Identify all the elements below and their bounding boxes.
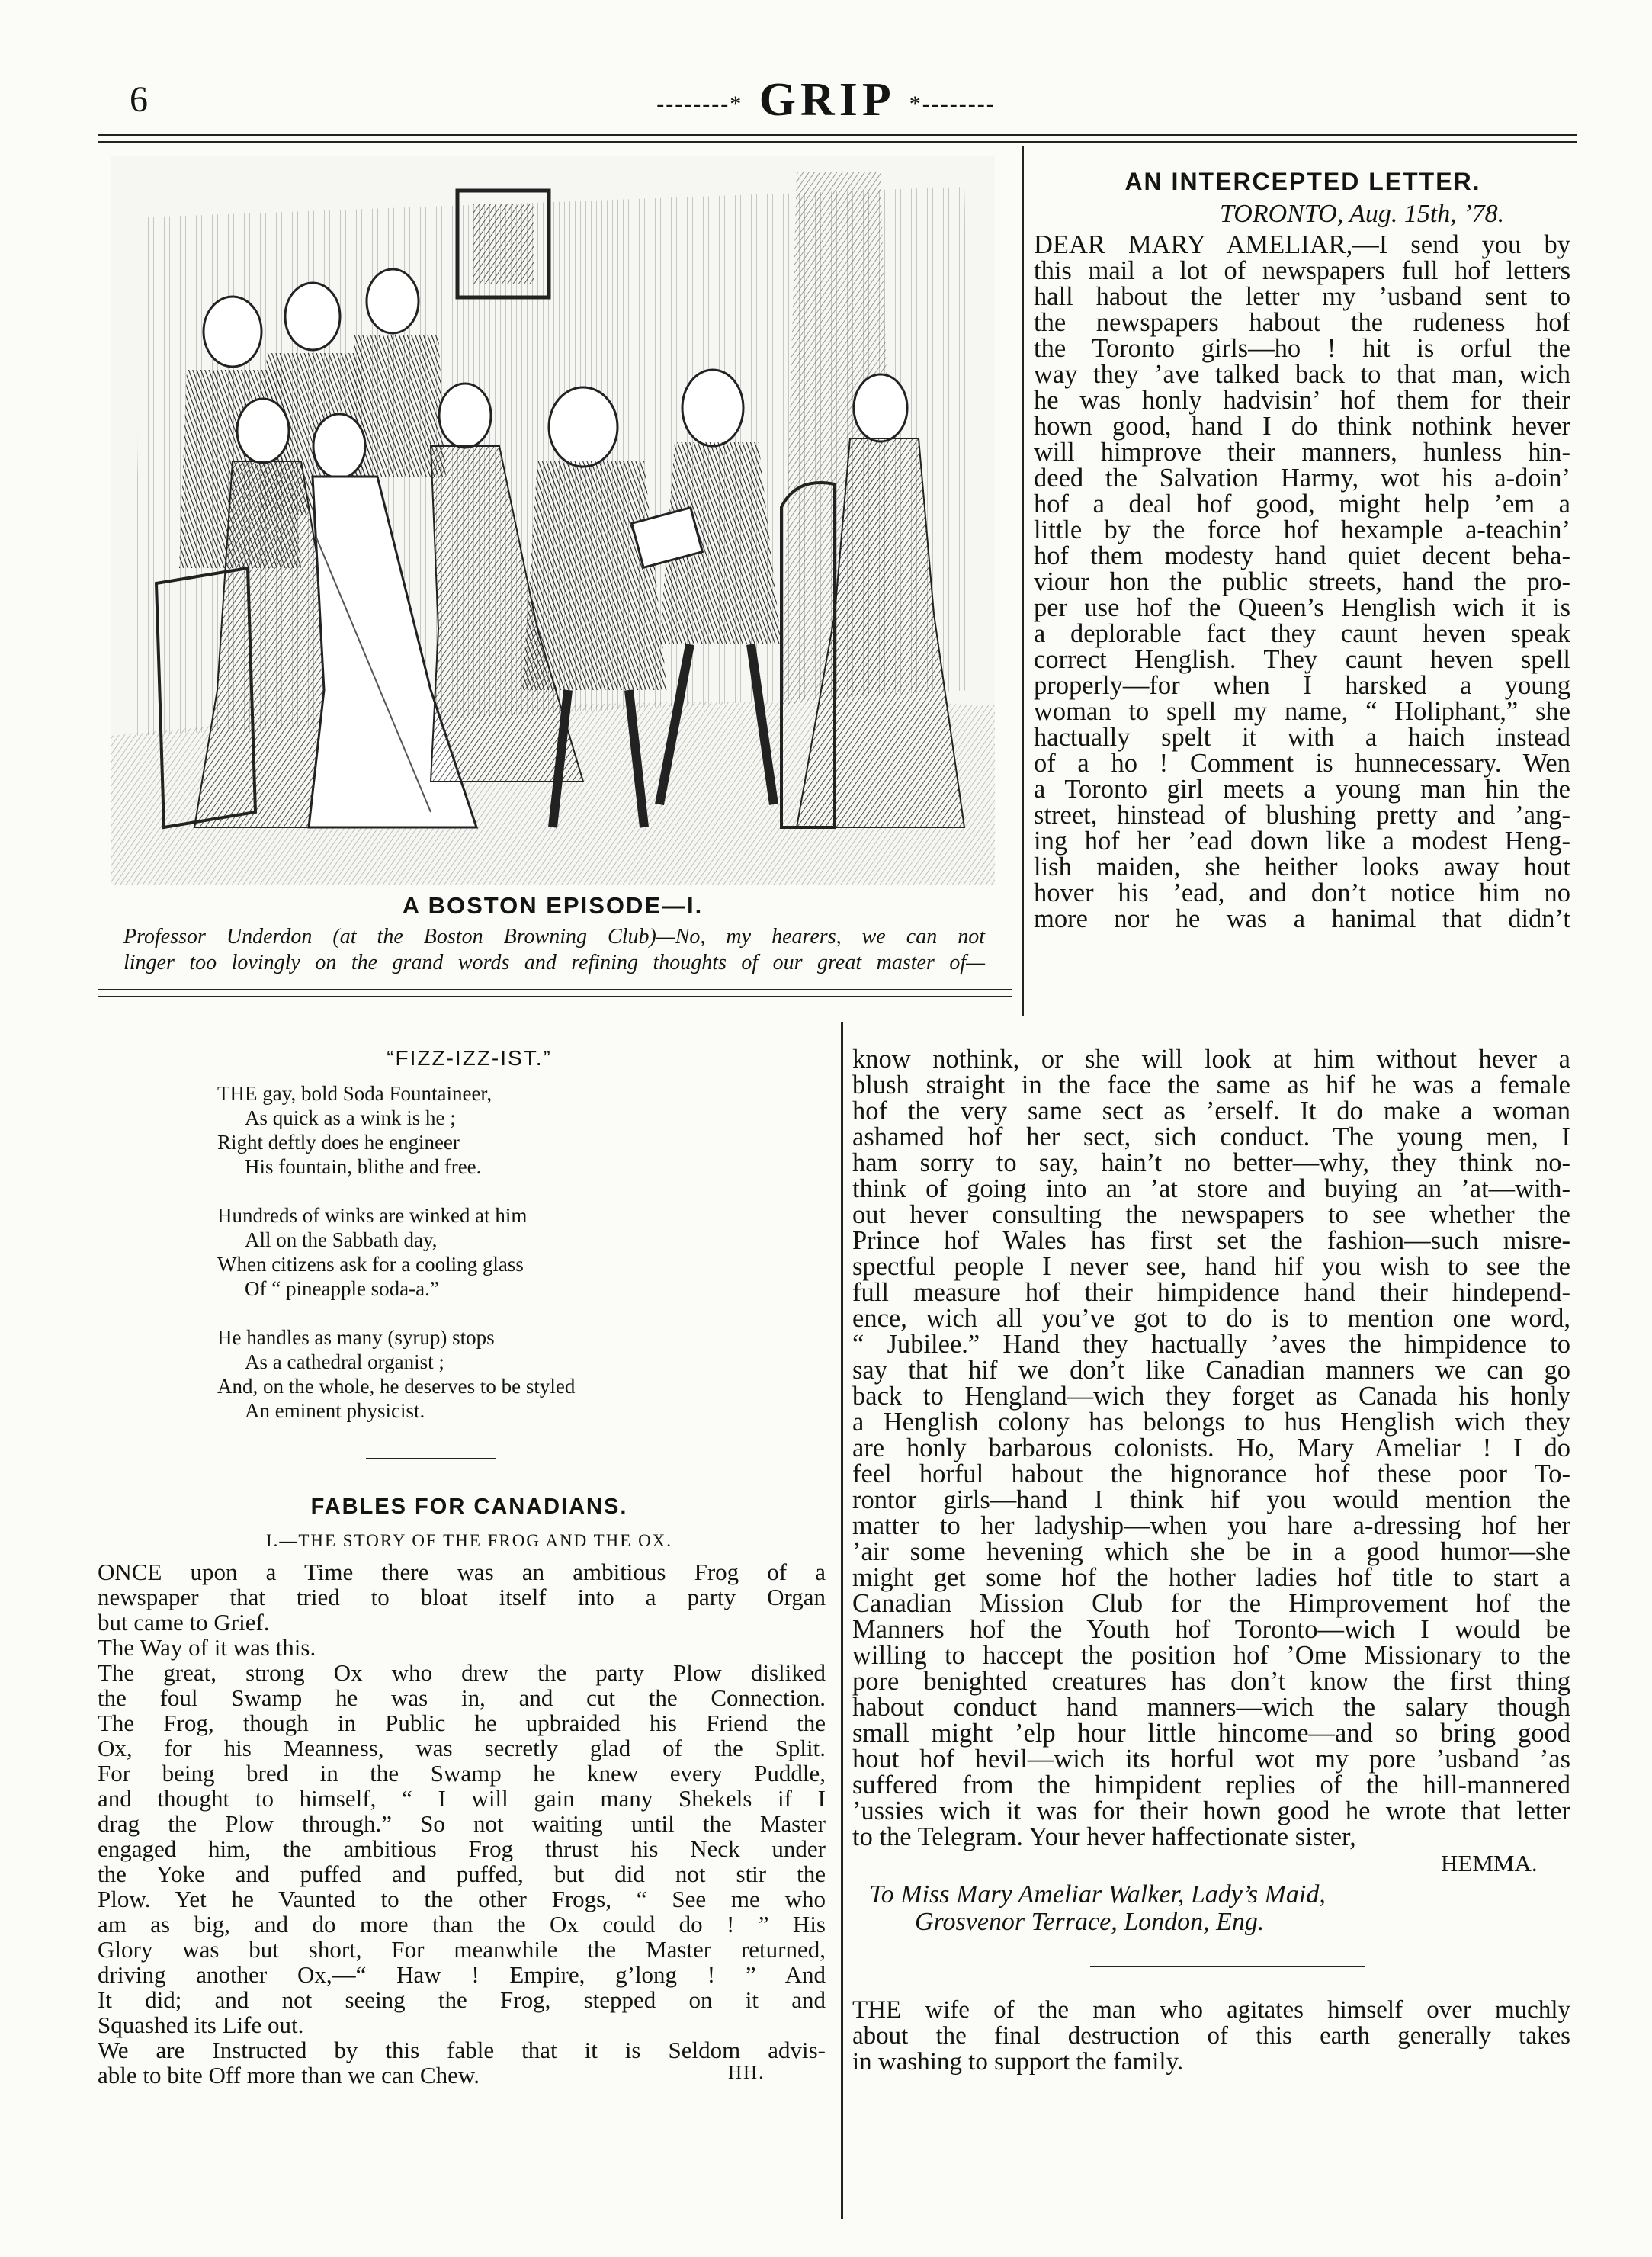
fable-line: We are Instructed by this fable that it is Seldom advis- bbox=[98, 2037, 826, 2063]
letter-line: are honly barbarous colonists. Ho, Mary Ameliar ! I do bbox=[852, 1434, 1570, 1462]
letter-line: correct Henglish. They caunt heven spell bbox=[1034, 645, 1570, 674]
letter-line: “ Jubilee.” Hand they hactually ’aves the himpidence to bbox=[852, 1330, 1570, 1359]
letter-line: he was honly hadvisin’ hof them for their bbox=[1034, 386, 1570, 415]
column-divider-lower bbox=[841, 1022, 843, 2219]
letter-line: properly—for when I harsked a young bbox=[1034, 671, 1570, 700]
letter-line: way they ’ave talked back to that man, wich bbox=[1034, 360, 1570, 389]
fable-line: drag the Plow through.” So not waiting until the Master bbox=[98, 1810, 826, 1837]
caption-line: linger too lovingly on the grand words and refining thoughts of our great master of— bbox=[123, 951, 985, 974]
fable-line: Ox, for his Meanness, was secretly glad of the Split. bbox=[98, 1735, 826, 1761]
header-rule bbox=[98, 134, 1577, 136]
caption-line: Professor Underdon (at the Boston Browning Club)—No, my hearers, we can not bbox=[123, 925, 985, 949]
fable-line: ONCE upon a Time there was an ambitious Frog of a bbox=[98, 1559, 826, 1585]
poem-line: An eminent physicist. bbox=[245, 1399, 425, 1422]
letter-line: Canadian Mission Club for the Himprovement hof the bbox=[852, 1589, 1570, 1618]
letter-line: of a ho ! Comment is hunnecessary. Wen bbox=[1034, 749, 1570, 778]
letter-line: feel horful habout the hignorance hof these poor To- bbox=[852, 1459, 1570, 1488]
section-rule-thin bbox=[98, 996, 1012, 997]
letter-line: street, hinstead of blushing pretty and ’ang- bbox=[1034, 801, 1570, 830]
fable-body bbox=[98, 1559, 826, 2088]
poem-line: Of “ pineapple soda-a.” bbox=[245, 1277, 439, 1300]
fable-title: FABLES FOR CANADIANS. bbox=[310, 1494, 628, 1519]
illustration-title: A BOSTON EPISODE—I. bbox=[402, 892, 704, 919]
masthead bbox=[0, 73, 1652, 127]
page-number: 6 bbox=[130, 79, 148, 120]
fable-line: able to bite Off more than we can Chew. bbox=[98, 2062, 480, 2088]
filler-line: in washing to support the family. bbox=[852, 2048, 1184, 2076]
letter-line: suffered from the himpident replies of the hill-mannered bbox=[852, 1771, 1570, 1800]
letter-line: Prince hof Wales has first set the fashion—such misre- bbox=[852, 1226, 1570, 1255]
letter-line: the newspapers habout the rudeness hof bbox=[1034, 308, 1570, 337]
fable-line: am as big, and do more than the Ox could do ! ” His bbox=[98, 1911, 826, 1938]
letter-line: Manners hof the Youth hof Toronto—wich I would be bbox=[852, 1615, 1570, 1644]
poem-line: As quick as a wink is he ; bbox=[245, 1106, 456, 1129]
poem-line: And, on the whole, he deserves to be styled bbox=[217, 1375, 576, 1398]
fable-line: It did; and not seeing the Frog, stepped on it and bbox=[98, 1986, 826, 2013]
letter-line: a Henglish colony has belongs to hus Henglish wich they bbox=[852, 1408, 1570, 1437]
poem-line: THE gay, bold Soda Fountaineer, bbox=[217, 1082, 492, 1105]
poem-line: He handles as many (syrup) stops bbox=[217, 1326, 495, 1349]
address-line: To Miss Mary Ameliar Walker, Lady’s Maid, bbox=[869, 1880, 1326, 1909]
letter-line: out hever consulting the newspapers to see whether the bbox=[852, 1200, 1570, 1229]
poem-end-rule bbox=[366, 1458, 496, 1459]
letter-line: a deplorable fact they caunt heven speak bbox=[1034, 619, 1570, 648]
letter-line: lish maiden, she heither looks away hout bbox=[1034, 852, 1570, 881]
poem bbox=[217, 1081, 827, 1423]
fable-line: The great, strong Ox who drew the party Plow disliked bbox=[98, 1659, 826, 1686]
letter-line: a Toronto girl meets a young man hin the bbox=[1034, 775, 1570, 804]
poem-line: His fountain, blithe and free. bbox=[245, 1155, 482, 1178]
masthead-ornament-right: *-------- bbox=[909, 91, 996, 117]
illustration bbox=[111, 156, 995, 884]
address-line: Grosvenor Terrace, London, Eng. bbox=[915, 1908, 1265, 1936]
letter-line: ’ussies wich it was for their hown good he wrote that letter bbox=[852, 1796, 1570, 1825]
poem-line: Hundreds of winks are winked at him bbox=[217, 1204, 528, 1227]
letter-body-lower bbox=[852, 1046, 1570, 1850]
letter-line: to the Telegram. Your hever haffectionate sister, bbox=[852, 1822, 1356, 1851]
letter-line: hout hof hevil—wich its horful wot my pore ’usband ’as bbox=[852, 1745, 1570, 1774]
poem-line: As a cathedral organist ; bbox=[245, 1350, 444, 1373]
engraving-image bbox=[111, 156, 995, 884]
letter-line: per use hof the Queen’s Henglish wich it is bbox=[1034, 593, 1570, 622]
letter-body-upper bbox=[1034, 232, 1570, 932]
fable-line: The Frog, though in Public he upbraided his Friend the bbox=[98, 1710, 826, 1736]
poem-line: When citizens ask for a cooling glass bbox=[217, 1253, 524, 1276]
letter-line: ham sorry to say, hain’t no better—why, they think no- bbox=[852, 1148, 1570, 1177]
letter-dateline: TORONTO, Aug. 15th, ’78. bbox=[1220, 200, 1505, 228]
letter-line: woman to spell my name, “ Holiphant,” she bbox=[1034, 697, 1570, 726]
letter-line: ence, wich all you’ve got to do is to mention one word, bbox=[852, 1304, 1570, 1333]
letter-line: hof them modesty hand quiet decent beha- bbox=[1034, 541, 1570, 570]
masthead-ornament-left: --------* bbox=[656, 91, 743, 117]
fable-line: The Way of it was this. bbox=[98, 1634, 316, 1661]
letter-line: hactually spelt it with a haich instead bbox=[1034, 723, 1570, 752]
letter-line: habout conduct hand manners—wich the salary though bbox=[852, 1693, 1570, 1722]
fable-line: For being bred in the Swamp he knew every Puddle, bbox=[98, 1760, 826, 1787]
letter-line: will himprove their manners, hunless hin- bbox=[1034, 438, 1570, 467]
letter-line: rontor girls—hand I think hif you would mention the bbox=[852, 1485, 1570, 1514]
fable-line: and thought to himself, “ I will gain many Shekels if I bbox=[98, 1785, 826, 1812]
letter-line: spectful people I never see, hand hif you wish to see the bbox=[852, 1252, 1570, 1281]
letter-line: hover his ’ead, and don’t notice him no bbox=[1034, 878, 1570, 907]
letter-line: little by the force hof hexample a-teachin’ bbox=[1034, 515, 1570, 544]
fable-line: the Yoke and puffed and puffed, but did not stir the bbox=[98, 1860, 826, 1887]
letter-line: know nothink, or she will look at him without hever a bbox=[852, 1045, 1570, 1074]
letter-line: blush straight in the face the same as hif he was a female bbox=[852, 1071, 1570, 1100]
column-divider-upper bbox=[1022, 146, 1024, 1016]
poem-title: “FIZZ-IZZ-IST.” bbox=[387, 1046, 552, 1070]
letter-line: this mail a lot of newspapers full hof letters bbox=[1034, 256, 1570, 285]
letter-signature: HEMMA. bbox=[1441, 1850, 1538, 1877]
letter-line: deed the Salvation Harmy, wot his a-doin’ bbox=[1034, 464, 1570, 493]
fable-line: Squashed its Life out. bbox=[98, 2011, 304, 2038]
letter-line: small might ’elp hour little hincome—and so bring good bbox=[852, 1719, 1570, 1748]
letter-title: AN INTERCEPTED LETTER. bbox=[1124, 168, 1481, 195]
fable-line: driving another Ox,—“ Haw ! Empire, g’long ! ” And bbox=[98, 1961, 826, 1988]
masthead-title: GRIP bbox=[759, 74, 893, 126]
illustration-caption bbox=[123, 924, 985, 976]
fable-subtitle: I.—THE STORY OF THE FROG AND THE OX. bbox=[265, 1531, 673, 1550]
letter-line: ing hof her ’ead down like a modest Heng- bbox=[1034, 827, 1570, 856]
letter-line: hall habout the letter my ’usband sent to bbox=[1034, 282, 1570, 311]
fable-line: Plow. Yet he Vaunted to the other Frogs, “ See me who bbox=[98, 1886, 826, 1912]
section-rule bbox=[98, 989, 1012, 990]
poem-stanza bbox=[217, 1325, 827, 1423]
header-rule-thin bbox=[98, 141, 1577, 143]
fable-line: the foul Swamp he was in, and cut the Connection. bbox=[98, 1684, 826, 1711]
poem-stanza bbox=[217, 1081, 827, 1179]
fable-line: engaged him, the ambitious Frog thrust his Neck under bbox=[98, 1835, 826, 1862]
letter-line: pore benighted creatures has don’t know the first thing bbox=[852, 1667, 1570, 1696]
fable-line: but came to Grief. bbox=[98, 1609, 270, 1636]
letter-line: ashamed hof her sect, sich conduct. The young men, I bbox=[852, 1122, 1570, 1151]
poem-line: All on the Sabbath day, bbox=[245, 1228, 438, 1251]
letter-line: hof a deal hof good, might help ’em a bbox=[1034, 490, 1570, 518]
letter-line: willing to haccept the position hof ’Ome Missionary to the bbox=[852, 1641, 1570, 1670]
fable-line: newspaper that tried to bloat itself into a party Organ bbox=[98, 1584, 826, 1610]
letter-line: matter to her ladyship—when you hare a-dressing hof her bbox=[852, 1511, 1570, 1540]
letter-line: say that hif we don’t like Canadian manners we can go bbox=[852, 1356, 1570, 1385]
letter-line: back to Hengland—wich they forget as Canada his honly bbox=[852, 1382, 1570, 1411]
letter-line: more nor he was a hanimal that didn’t bbox=[1034, 904, 1570, 933]
letter-line: hof the very same sect as ’erself. It do make a woman bbox=[852, 1096, 1570, 1125]
letter-end-rule bbox=[1090, 1966, 1365, 1967]
filler-paragraph bbox=[852, 1998, 1570, 2076]
letter-line: full measure hof their himpidence hand their hindepend- bbox=[852, 1278, 1570, 1307]
letter-line: think of going into an ’at store and buying an ’at—with- bbox=[852, 1174, 1570, 1203]
fable-signature: HH. bbox=[728, 2063, 765, 2083]
letter-line: ’air some hevening which she be in a good humor—she bbox=[852, 1537, 1570, 1566]
letter-line: hown good, hand I do think nothink hever bbox=[1034, 412, 1570, 441]
letter-line: viour hon the public streets, hand the pro- bbox=[1034, 567, 1570, 596]
fable-line: Glory was but short, For meanwhile the Master returned, bbox=[98, 1936, 826, 1963]
letter-address bbox=[869, 1881, 1326, 1936]
letter-line: might get some hof the hother ladies hof title to start a bbox=[852, 1563, 1570, 1592]
filler-line: about the final destruction of this earth generally takes bbox=[852, 2022, 1570, 2050]
filler-line: THE wife of the man who agitates himself over muchly bbox=[852, 1996, 1570, 2024]
letter-line: the Toronto girls—ho ! hit is orful the bbox=[1034, 334, 1570, 363]
poem-stanza bbox=[217, 1203, 827, 1301]
poem-line: Right deftly does he engineer bbox=[217, 1131, 460, 1154]
letter-line: DEAR MARY AMELIAR,—I send you by bbox=[1034, 230, 1570, 259]
